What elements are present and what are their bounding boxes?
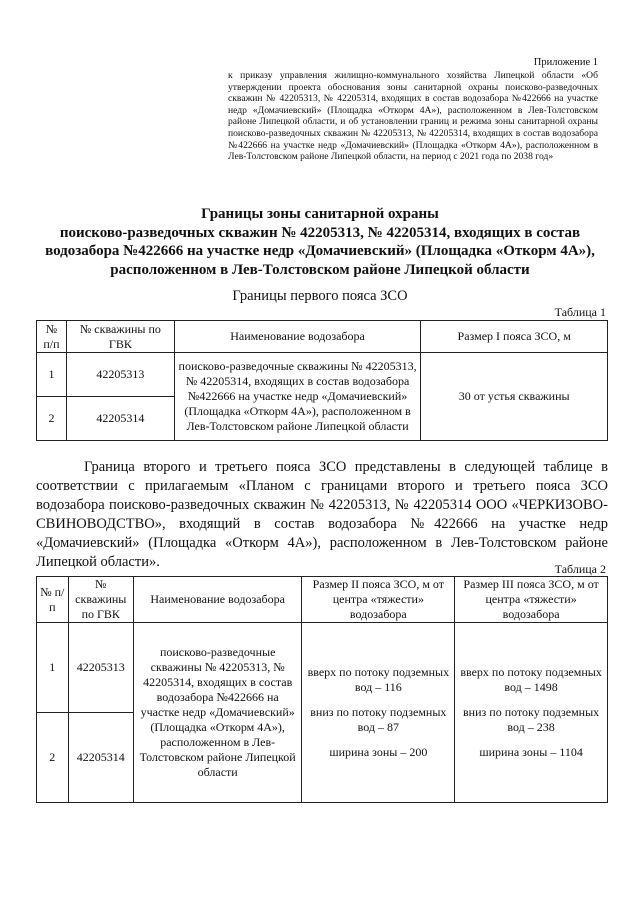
title-line: поисково-разведочных скважин № 42205313, № 42205314, входящих в состав [59, 224, 581, 241]
zone2-width: ширина зоны – 200 [329, 745, 428, 759]
well-number-cell: 42205313 [66, 353, 174, 397]
table-first-zone [36, 320, 608, 441]
header-cell: № п/п [37, 321, 67, 353]
section-subtitle: Границы первого пояса ЗСО [232, 288, 408, 304]
table2-label: Таблица 2 [554, 562, 606, 576]
well-number-cell: 42205313 [68, 623, 133, 713]
zone3-width: ширина зоны – 1104 [479, 745, 583, 759]
appendix-reference-text: к приказу управления жилищно-коммунального хозяйства Липецкой области «Об утверждении проекта обоснования зоны санитарной охраны поисково-разведочных скважин № 42205313, № 42205314, входящих в состав водозабора №422666 на участке недр «Домачиевский» (Площадка «Откорм 4А»), расположенном в Лев-Толстовском районе Липецкой области, и об установлении границ и режима зоны санитарной охраны поисково-разведочных скважин № 42205313, № 42205314, входящих в состав водозабора №422666 на участке недр «Домачиевский» (Площадка «Откорм 4А»), расположенном в Лев-Толстовском районе Липецкой области, на период с 2021 года по 2038 год» [228, 70, 598, 163]
row-number-cell: 2 [37, 397, 67, 441]
table-row [37, 623, 608, 713]
zone2-size-cell [302, 623, 455, 803]
zone3-downstream: вниз по потоку подземных вод – 238 [463, 705, 600, 734]
header-cell: Размер III пояса ЗСО, м от центра «тяжести» водозабора [455, 577, 608, 623]
title-line: водозабора №422666 на участке недр «Домачиевский» (Площадка «Откорм 4А»), [45, 243, 595, 259]
table-header-row [37, 321, 608, 353]
header-cell: Наименование водозабора [133, 577, 302, 623]
header-cell: № скважины по ГВК [66, 321, 174, 353]
row-number-cell: 2 [37, 713, 69, 803]
appendix-label: Приложение 1 [533, 57, 598, 68]
zone3-size-cell [455, 623, 608, 803]
title-line: Границы зоны санитарной охраны [201, 206, 439, 222]
header-cell: Размер II пояса ЗСО, м от центра «тяжести» водозабора [302, 577, 455, 623]
paragraph-text: Граница второго и третьего пояса ЗСО представлены в следующей таблице в соответствии с прилагаемым «Планом с границами второго и третьего пояса ЗСО водозабора поисково-разведочных скважин № 42205313, № 42205314 ООО «ЧЕРКИЗОВО-СВИНОВОДСТВО», входящий в состав водозабора №422666 на участке недр «Домачиевский» (Площадка «Откорм 4А»), расположенном в Лев-Толстовском районе Липецкой области». [36, 459, 608, 570]
intake-name-cell: поисково-разведочные скважины № 42205313, № 42205314, входящих в состав водозабора №422666 на участке недр «Домачиевский» (Площадка «Откорм 4А»), расположенном в Лев-Толстовском районе Липецкой области [133, 623, 302, 803]
intake-name-cell: поисково-разведочные скважины № 42205313, № 42205314, входящих в состав водозабора №422666 на участке недр «Домачиевский» (Площадка «Откорм 4А»), расположенном в Лев-Толстовском районе Липецкой области [174, 353, 421, 441]
zone2-downstream: вниз по потоку подземных вод – 87 [310, 705, 447, 734]
title-line: расположенном в Лев-Толстовском районе Липецкой области [110, 261, 530, 278]
well-number-cell: 42205314 [66, 397, 174, 441]
zone-size-cell: 30 от устья скважины [421, 353, 608, 441]
zone2-upstream: вверх по потоку подземных вод – 116 [307, 665, 450, 694]
header-cell: Наименование водозабора [174, 321, 421, 353]
header-cell: Размер I пояса ЗСО, м [421, 321, 608, 353]
header-cell: № п/п [37, 577, 69, 623]
body-paragraph [36, 458, 608, 572]
row-number-cell: 1 [37, 353, 67, 397]
document-title [40, 205, 600, 279]
table-second-third-zone [36, 576, 608, 803]
zone3-upstream: вверх по потоку подземных вод – 1498 [460, 665, 602, 694]
table-header-row [37, 577, 608, 623]
row-number-cell: 1 [37, 623, 69, 713]
well-number-cell: 42205314 [68, 713, 133, 803]
header-cell: № скважины по ГВК [68, 577, 133, 623]
table-row [37, 353, 608, 397]
table1-label: Таблица 1 [554, 305, 606, 319]
